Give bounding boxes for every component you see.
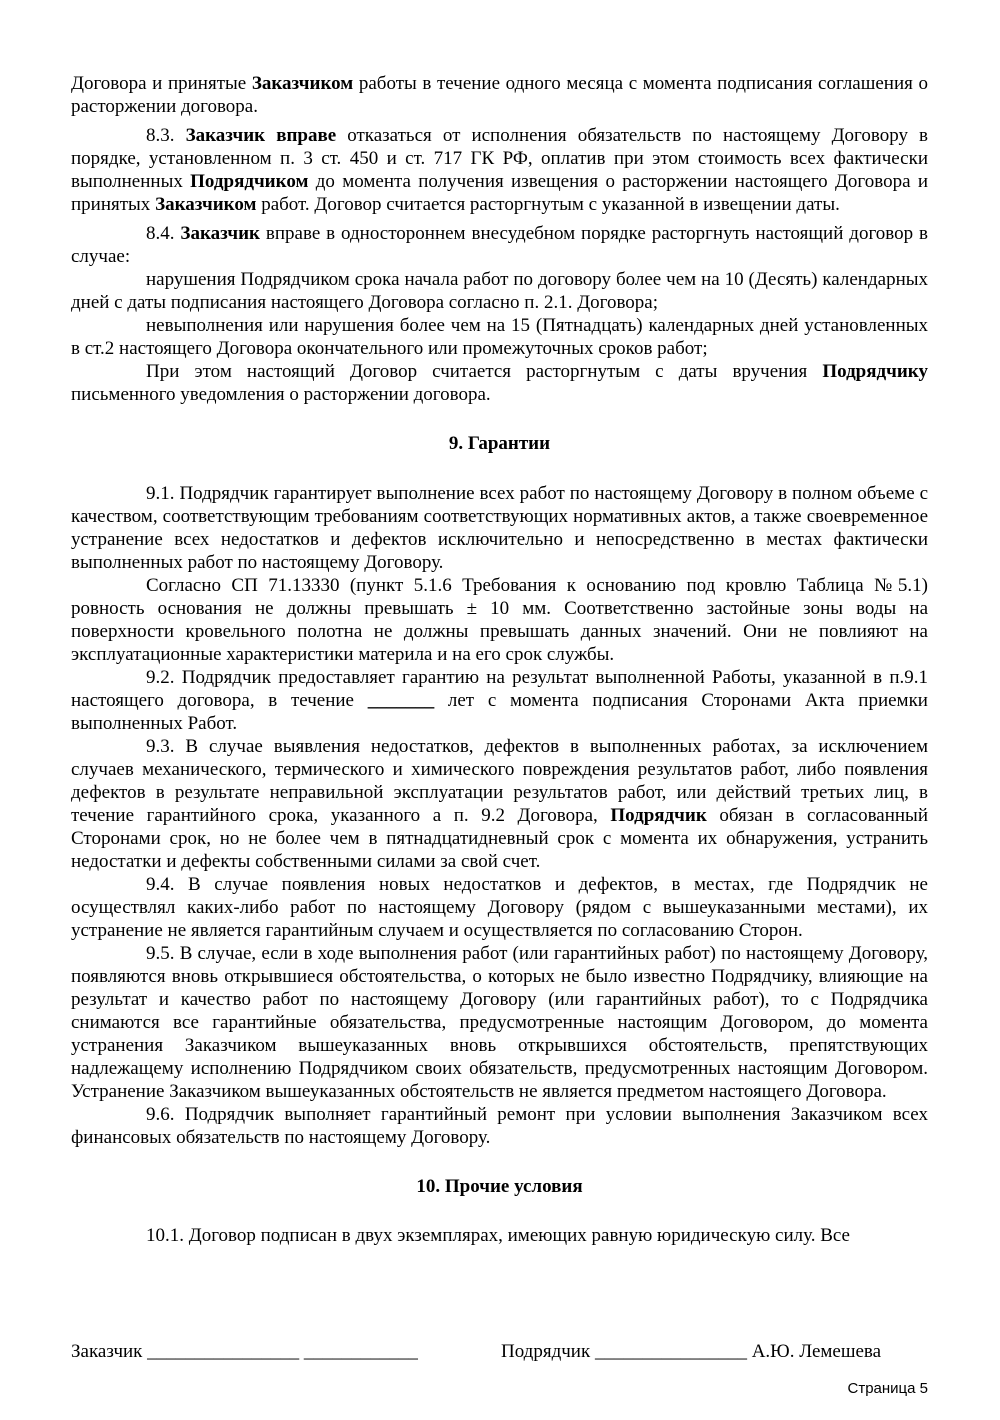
paragraph-10-1: 10.1. Договор подписан в двух экземплярах, имеющих равную юридическую силу. Все: [146, 1225, 850, 1246]
paragraph-9-2: 9.2. Подрядчик предоставляет гарантию на результат выполненной Работы, указанной в п.9.1 настоящего договора, в течение _______ лет с момента подписания Сторонами Акта приемки выполненных Работ.: [71, 667, 928, 734]
paragraph-8-4-item-1: нарушения Подрядчиком срока начала работ по договору более чем на 10 (Десять) календарных дней с даты подписания настоящего Договора согласно п. 2.1. Договора;: [71, 269, 928, 313]
paragraph-8-4-note: При этом настоящий Договор считается расторгнутым с даты вручения Подрядчику письменного уведомления о расторжении договора.: [71, 361, 928, 405]
paragraph-8-3: 8.3. Заказчик вправе отказаться от исполнения обязательств по настоящему Договору в порядке, установленном п. 3 ст. 450 и ст. 717 ГК РФ, оплатив при этом стоимость всех фактически выполненных Подрядчиком до момента получения извещения о расторжении настоящего Договора и принятых Заказчиком работ. Договор считается расторгнутым с указанной в извещении даты.: [71, 125, 928, 215]
paragraph-9-3: 9.3. В случае выявления недостатков, дефектов в выполненных работах, за исключением случаев механического, термического и химического повреждения результатов работ, либо появления дефектов в результате неправильной эксплуатации результатов работ, или действий третьих лиц, в течение гарантийного срока, указанного а п. 9.2 Договора, Подрядчик обязан в согласованный Сторонами срок, но не более чем в пятнадцатидневный срок с момента их обнаружения, устранить недостатки и дефекты собственными силами за свой счет.: [71, 736, 928, 872]
customer-signature: Заказчик ________________ ____________: [71, 1341, 418, 1362]
paragraph-9-4: 9.4. В случае появления новых недостатков и дефектов, в местах, где Подрядчик не осуществлял каких-либо работ по настоящему Договору (рядом с вышеуказанными местами), их устранение не является гарантийным случаем и осуществляется по согласованию Сторон.: [71, 874, 928, 941]
paragraph-9-6: 9.6. Подрядчик выполняет гарантийный ремонт при условии выполнения Заказчиком всех финансовых обязательств по настоящему Договору.: [71, 1104, 928, 1148]
paragraph-9-1-sp-reference: Согласно СП 71.13330 (пункт 5.1.6 Требования к основанию под кровлю Таблица №5.1) ровность основания не должны превышать ± 10 мм. Соответственно застойные зоны воды на поверхности кровельного полотна не должны превышать данных значений. Они не повлияют на эксплуатационные характеристики материла и на его срок службы.: [71, 575, 928, 665]
paragraph-9-5: 9.5. В случае, если в ходе выполнения работ (или гарантийных работ) по настоящему Договору, появляются вновь открывшиеся обстоятельства, о которых не было известно Подрядчику, влияющие на результат и качество работ по настоящему Договору (или гарантийных работ), то с Подрядчика снимаются все гарантийные обязательства, предусмотренные настоящим Договором, до момента устранения Заказчиком вышеуказанных вновь открывшихся обстоятельств, препятствующих надлежащему исполнению Подрядчиком своих обязательств, предусмотренных настоящим Договором. Устранение Заказчиком вышеуказанных обстоятельств не является предметом настоящего Договора.: [71, 943, 928, 1102]
document-body: [71, 72, 928, 1247]
contractor-signature: Подрядчик ________________ А.Ю. Лемешева: [501, 1341, 882, 1362]
paragraph-9-1: 9.1. Подрядчик гарантирует выполнение всех работ по настоящему Договору в полном объеме с качеством, соответствующим требованиям соответствующих нормативных актов, а также своевременное устранение всех недостатков и дефектов исключительно и непосредственно в местах фактически выполненных работ по настоящему Договору.: [71, 483, 928, 573]
warranty-years-blank: _______: [367, 690, 435, 711]
section-heading-10: 10. Прочие условия: [416, 1176, 583, 1197]
paragraph-8-2-end: Договора и принятые Заказчиком работы в течение одного месяца с момента подписания соглашения о расторжении договора.: [71, 73, 928, 117]
paragraph-8-4-item-2: невыполнения или нарушения более чем на 15 (Пятнадцать) календарных дней установленных в ст.2 настоящего Договора окончательного или промежуточных сроков работ;: [71, 315, 928, 359]
section-heading-9: 9. Гарантии: [448, 433, 551, 454]
paragraph-8-4: 8.4. Заказчик вправе в одностороннем внесудебном порядке расторгнуть настоящий договор в случае:: [71, 223, 929, 267]
page-number: Страница 5: [847, 1380, 928, 1397]
